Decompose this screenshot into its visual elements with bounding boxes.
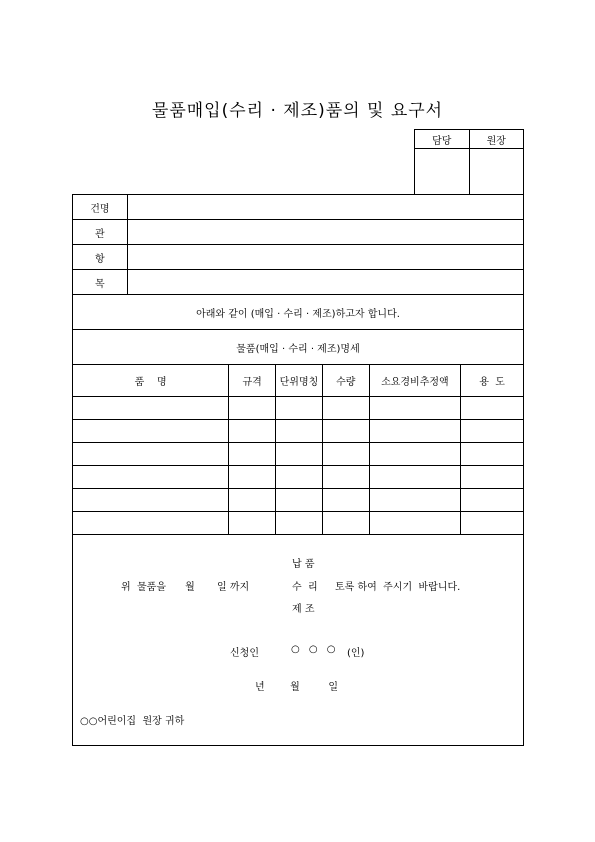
col-estimated-cost: 소요경비추정액 [369,365,461,397]
cell-purpose[interactable] [461,397,524,420]
label-hang: 항 [73,245,128,270]
approval-sign-director[interactable] [469,149,524,195]
applicant-seal: (인) [347,648,365,659]
cell-unit[interactable] [276,420,323,443]
cell-quantity[interactable] [322,466,369,489]
table-row [73,489,524,512]
cell-item-name[interactable] [73,466,229,489]
col-quantity: 수량 [322,365,369,397]
cell-item-name[interactable] [73,443,229,466]
label-mok: 목 [73,270,128,295]
cell-purpose[interactable] [461,512,524,535]
field-subject[interactable] [127,195,523,220]
cell-quantity[interactable] [322,443,369,466]
applicant-name[interactable]: ○ ○ ○ [291,644,339,655]
cell-estimated-cost[interactable] [369,489,461,512]
cell-item-name[interactable] [73,397,229,420]
cell-estimated-cost[interactable] [369,466,461,489]
cell-estimated-cost[interactable] [369,512,461,535]
cell-estimated-cost[interactable] [369,420,461,443]
field-hang[interactable] [127,245,523,270]
col-unit: 단위명칭 [276,365,323,397]
approval-label-director: 원장 [469,130,524,149]
table-row [73,420,524,443]
cell-quantity[interactable] [322,420,369,443]
col-spec: 규격 [229,365,276,397]
cell-unit[interactable] [276,466,323,489]
cell-unit[interactable] [276,512,323,535]
delivery-option-repair: 수 리 [292,582,318,593]
cell-spec[interactable] [229,443,276,466]
cell-item-name[interactable] [73,420,229,443]
table-row [73,512,524,535]
details-title: 물품(매입 · 수리 · 제조)명세 [73,330,524,365]
delivery-option-deliver: 납 품 [292,559,315,570]
cell-unit[interactable] [276,443,323,466]
cell-spec[interactable] [229,397,276,420]
field-mok[interactable] [127,270,523,295]
delivery-text-prefix: 위 물품을 월 일 까지 [121,582,250,593]
table-row [73,397,524,420]
field-gwan[interactable] [127,220,523,245]
cell-estimated-cost[interactable] [369,443,461,466]
cell-item-name[interactable] [73,512,229,535]
cell-purpose[interactable] [461,443,524,466]
cell-quantity[interactable] [322,512,369,535]
approval-box [414,129,524,195]
table-row [73,466,524,489]
cell-quantity[interactable] [322,489,369,512]
cell-spec[interactable] [229,512,276,535]
request-line: 아래와 같이 (매입 · 수리 · 제조)하고자 합니다. [73,295,524,330]
cell-spec[interactable] [229,420,276,443]
cell-spec[interactable] [229,466,276,489]
cell-purpose[interactable] [461,420,524,443]
label-subject: 건명 [73,195,128,220]
cell-quantity[interactable] [322,397,369,420]
recipient-line: ○○어린이집 원장 귀하 [80,716,185,727]
approval-label-staff: 담당 [415,130,470,149]
approval-sign-staff[interactable] [415,149,470,195]
col-item-name: 품 명 [73,365,229,397]
request-form-table [72,194,524,746]
delivery-text-suffix: 토록 하여 주시기 바랍니다. [335,582,461,593]
cell-purpose[interactable] [461,489,524,512]
delivery-section [73,535,524,746]
cell-purpose[interactable] [461,466,524,489]
cell-spec[interactable] [229,489,276,512]
delivery-option-manufacture: 제 조 [292,604,315,615]
cell-unit[interactable] [276,489,323,512]
label-gwan: 관 [73,220,128,245]
date-line[interactable]: 년 월 일 [255,682,339,693]
cell-item-name[interactable] [73,489,229,512]
cell-estimated-cost[interactable] [369,397,461,420]
table-row [73,443,524,466]
col-purpose: 용 도 [461,365,524,397]
cell-unit[interactable] [276,397,323,420]
applicant-label: 신청인 [230,648,259,659]
page-title: 물품매입(수리 · 제조)품의 및 요구서 [151,101,444,121]
